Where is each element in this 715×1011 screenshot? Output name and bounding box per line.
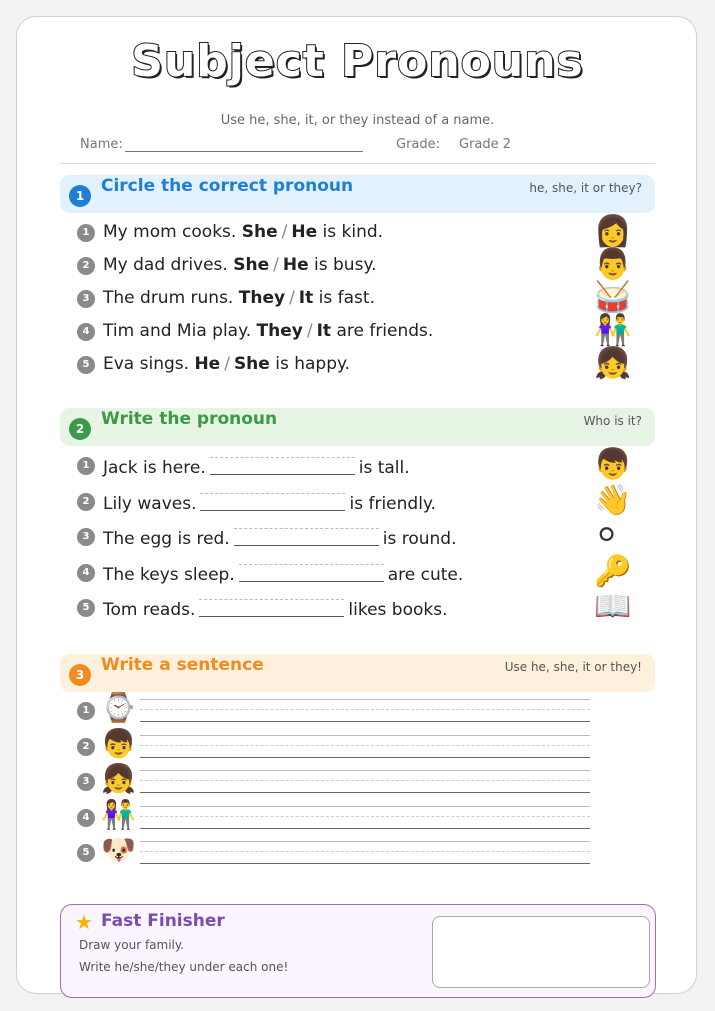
picture-icon: ⌚: [101, 691, 136, 724]
picture-icon: 🥁: [594, 280, 632, 315]
answer-blank[interactable]: [239, 562, 384, 580]
section-2-header: [60, 408, 655, 446]
item-number: 4: [77, 564, 95, 582]
writing-lines[interactable]: [140, 841, 590, 867]
sentence-end: are cute.: [387, 565, 464, 585]
fill-sentence: [103, 597, 448, 620]
pronoun-option-b[interactable]: It: [316, 321, 332, 341]
name-line[interactable]: [125, 151, 363, 152]
pronoun-option-b[interactable]: She: [233, 354, 270, 374]
pronoun-option-a[interactable]: She: [233, 255, 270, 275]
sentence-end: is kind.: [322, 222, 384, 242]
base-line: [140, 757, 590, 758]
sentence-end: is round.: [382, 529, 457, 549]
fast-finisher-line-2: Write he/she/they under each one!: [79, 960, 289, 974]
item-number: 5: [77, 356, 95, 374]
sentence-start: Tim and Mia play.: [103, 321, 252, 341]
writing-lines[interactable]: [140, 699, 590, 725]
fast-finisher-line-1: Draw your family.: [79, 938, 185, 952]
mid-line: [140, 745, 590, 746]
picture-icon: 📖: [594, 589, 632, 624]
item-number: 4: [77, 323, 95, 341]
option-divider: /: [281, 222, 288, 242]
section-1-badge: 1: [69, 185, 91, 207]
mid-line: [140, 816, 590, 817]
item-number: 2: [77, 738, 95, 756]
fill-sentence: [103, 491, 436, 514]
page-subtitle: Use he, she, it, or they instead of a name.: [220, 113, 495, 128]
sentence-start: The drum runs.: [103, 288, 234, 308]
picture-icon: 👧: [101, 762, 136, 795]
picture-icon: 👋: [594, 483, 632, 518]
option-divider: /: [273, 255, 279, 275]
item-number: 1: [77, 224, 95, 242]
header-divider: [60, 163, 655, 164]
pronoun-option-b[interactable]: He: [291, 222, 318, 242]
grade-value: Grade 2: [459, 137, 512, 152]
fill-sentence: [103, 526, 456, 549]
item-number: 3: [77, 290, 95, 308]
base-line: [140, 792, 590, 793]
top-line: [140, 806, 590, 807]
sentence-start: The egg is red.: [103, 529, 230, 549]
item-number: 3: [77, 528, 95, 546]
base-line: [140, 863, 590, 864]
picture-icon: 👦: [101, 727, 136, 760]
sentence-start: My dad drives.: [103, 255, 228, 275]
sentence-start: Tom reads.: [103, 600, 196, 620]
grade-label: Grade:: [396, 137, 441, 152]
picture-icon: 👦: [594, 447, 632, 482]
option-divider: /: [289, 288, 295, 308]
section-1-title: Circle the correct pronoun: [101, 176, 354, 196]
answer-blank[interactable]: [210, 455, 355, 473]
section-3-title: Write a sentence: [101, 655, 264, 675]
fast-finisher-box: [60, 904, 656, 998]
picture-icon: 👫: [101, 798, 136, 831]
writing-lines[interactable]: [140, 806, 590, 832]
star-icon: ★: [75, 910, 93, 934]
writing-lines[interactable]: [140, 735, 590, 761]
sentence-end: is friendly.: [349, 494, 436, 514]
picture-icon: 🐶: [101, 833, 136, 866]
pronoun-option-b[interactable]: He: [282, 255, 309, 275]
circle-sentence: [103, 222, 383, 242]
top-line: [140, 770, 590, 771]
picture-icon: 🔑: [594, 554, 632, 589]
top-line: [140, 699, 590, 700]
circle-sentence: [103, 321, 433, 341]
fill-sentence: [103, 455, 410, 478]
item-number: 2: [77, 493, 95, 511]
picture-icon: 👧: [594, 346, 632, 381]
sentence-start: Eva sings.: [103, 354, 190, 374]
circle-sentence: [103, 354, 350, 374]
pronoun-option-a[interactable]: She: [241, 222, 278, 242]
section-2-hint: Who is it?: [583, 414, 642, 428]
item-number: 5: [77, 599, 95, 617]
option-divider: /: [306, 321, 313, 341]
top-line: [140, 841, 590, 842]
section-2-badge: 2: [69, 418, 91, 440]
pronoun-option-b[interactable]: It: [298, 288, 314, 308]
sentence-start: Lily waves.: [103, 494, 197, 514]
sentence-end: is busy.: [314, 255, 377, 275]
sentence-end: is tall.: [358, 458, 410, 478]
item-number: 2: [77, 257, 95, 275]
page-title: Subject Pronouns: [131, 36, 584, 87]
item-number: 4: [77, 809, 95, 827]
picture-icon: ⚪: [594, 518, 620, 553]
item-number: 1: [77, 702, 95, 720]
mid-line: [140, 780, 590, 781]
section-3-badge: 3: [69, 664, 91, 686]
base-line: [140, 721, 590, 722]
item-number: 5: [77, 844, 95, 862]
writing-lines[interactable]: [140, 770, 590, 796]
pronoun-option-a[interactable]: He: [194, 354, 221, 374]
sentence-end: likes books.: [348, 600, 448, 620]
section-1-hint: he, she, it or they?: [529, 181, 642, 195]
section-1-header: [60, 175, 655, 213]
sentence-end: are friends.: [336, 321, 434, 341]
pronoun-option-a[interactable]: They: [256, 321, 303, 341]
item-number: 3: [77, 773, 95, 791]
picture-icon: 👫: [594, 313, 632, 348]
sentence-start: The keys sleep.: [103, 565, 235, 585]
answer-blank[interactable]: [234, 526, 379, 544]
answer-blank[interactable]: [199, 597, 344, 615]
top-line: [140, 735, 590, 736]
section-3-hint: Use he, she, it or they!: [504, 660, 642, 674]
sentence-end: is happy.: [275, 354, 351, 374]
mid-line: [140, 709, 590, 710]
sentence-start: My mom cooks.: [103, 222, 237, 242]
section-2-title: Write the pronoun: [101, 409, 278, 429]
mid-line: [140, 851, 590, 852]
option-divider: /: [224, 354, 230, 374]
circle-sentence: [103, 288, 375, 308]
item-number: 1: [77, 457, 95, 475]
sentence-end: is fast.: [318, 288, 375, 308]
section-3-header: [60, 654, 655, 692]
answer-blank[interactable]: [200, 491, 345, 509]
circle-sentence: [103, 255, 376, 275]
fast-finisher-title: Fast Finisher: [101, 911, 225, 931]
picture-icon: 👨: [594, 247, 632, 282]
picture-icon: 👩: [594, 214, 632, 249]
pronoun-option-a[interactable]: They: [238, 288, 286, 308]
sentence-start: Jack is here.: [103, 458, 206, 478]
drawing-box[interactable]: [432, 916, 650, 988]
name-label: Name:: [80, 137, 123, 152]
base-line: [140, 828, 590, 829]
fill-sentence: [103, 562, 463, 585]
